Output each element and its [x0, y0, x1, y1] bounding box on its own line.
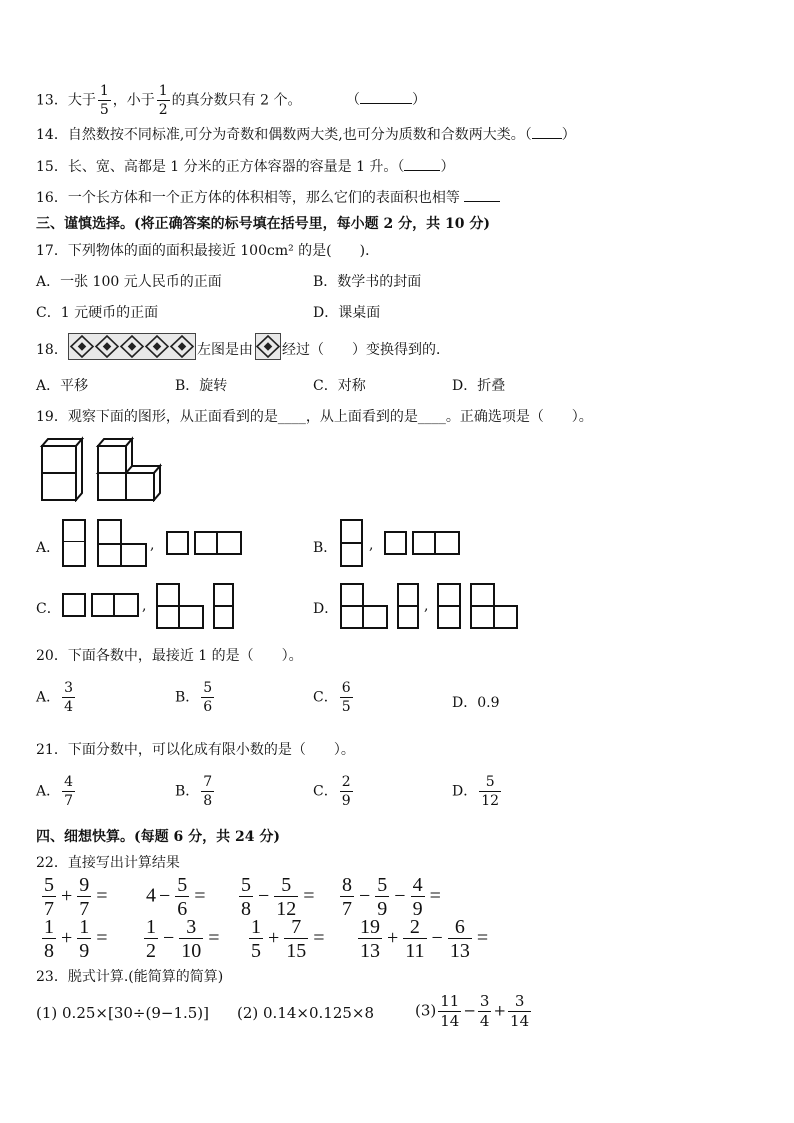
- q14-answer-blank[interactable]: [532, 138, 562, 139]
- q23-problem-1: (1) 0.25×[30÷(9−1.5)]: [36, 1004, 210, 1022]
- q19-option-a-front-views[interactable]: [62, 519, 155, 569]
- q20-option-a[interactable]: A． $\frac{3}{4}$: [36, 680, 74, 715]
- calc-expression-6: $\frac{1}{2}$ − $\frac{3}{10}$ =: [146, 916, 220, 962]
- calc-expression-1: $\frac{5}{7}$ + $\frac{9}{7}$ =: [44, 874, 108, 920]
- q16-answer-blank[interactable]: [464, 201, 500, 202]
- q19-option-b-label[interactable]: B．: [313, 540, 338, 556]
- diamond-unit-image: [255, 333, 281, 360]
- q21-option-b[interactable]: B． $\frac{7}{8}$: [175, 774, 213, 809]
- q19-option-a-top-views[interactable]: [166, 531, 242, 557]
- fraction: $\frac{6}{5}$: [341, 680, 351, 715]
- q20-option-c[interactable]: C． $\frac{6}{5}$: [313, 680, 351, 715]
- question-23-stem: 23．脱式计算.(能简算的简算): [36, 969, 224, 985]
- fraction: $\frac{3}{4}$: [64, 680, 74, 715]
- section-3-title: 三、谨慎选择。(将正确答案的标号填在括号里，每小题 2 分，共 10 分): [36, 216, 490, 232]
- q23-problem-3: (3) $\frac{11}{14}$ − $\frac{3}{4}$ + $\frac{3}{14}$: [415, 992, 530, 1030]
- calc-expression-5: $\frac{1}{8}$ + $\frac{1}{9}$ =: [44, 916, 108, 962]
- q18-option-a[interactable]: A．平移: [36, 378, 89, 394]
- comma: ,: [369, 537, 374, 553]
- question-22-stem: 22．直接写出计算结果: [36, 855, 180, 871]
- q19-option-b-top-views[interactable]: [384, 531, 460, 557]
- fraction: $\frac{1}{5}$: [99, 83, 109, 118]
- q17-option-a[interactable]: A．一张 100 元人民币的正面: [36, 274, 222, 290]
- q20-option-d[interactable]: D．0.9: [452, 695, 500, 711]
- section-4-title: 四、细想快算。(每题 6 分，共 24 分): [36, 829, 280, 845]
- q18-post-text: 经过（ ）变换得到的．: [282, 342, 450, 358]
- q21-option-d[interactable]: D． $\frac{5}{12}$: [452, 774, 500, 809]
- diamond-pattern-strip-image: [68, 333, 196, 360]
- q17-option-b[interactable]: B．数学书的封面: [313, 274, 422, 290]
- q18-option-c[interactable]: C．对称: [313, 378, 366, 394]
- comma: ,: [142, 598, 147, 614]
- question-20-stem: 20．下面各数中，最接近 1 的是（ ）。: [36, 648, 303, 664]
- q18-option-d[interactable]: D．折叠: [452, 378, 506, 394]
- comma: ,: [424, 598, 429, 614]
- q23-problem-2: (2) 0.14×0.125×8: [237, 1004, 375, 1022]
- cube-stack-figure: [38, 436, 163, 502]
- q18-mid-text: 左图是由: [197, 342, 253, 358]
- calc-expression-7: $\frac{1}{5}$ + $\frac{7}{15}$ =: [251, 916, 325, 962]
- fraction: $\frac{5}{12}$: [481, 774, 500, 809]
- question-21-stem: 21．下面分数中，可以化成有限小数的是（ ）。: [36, 742, 355, 758]
- fraction: $\frac{4}{7}$: [64, 774, 74, 809]
- q17-option-d[interactable]: D．课桌面: [313, 305, 381, 321]
- q20-option-b[interactable]: B． $\frac{5}{6}$: [175, 680, 213, 715]
- question-13: 13．大于 $\frac{1}{5}$ ，小于 $\frac{1}{2}$ 的真分数只有 2 个。: [36, 83, 302, 118]
- question-16: 16．一个长方体和一个正方体的体积相等，那么它们的表面积也相等: [36, 187, 500, 207]
- q18-number: 18．: [36, 342, 68, 358]
- q17-option-c[interactable]: C．1 元硬币的正面: [36, 305, 159, 321]
- question-14: 14．自然数按不同标准,可分为奇数和偶数两大类,也可分为质数和合数两大类。（ ）: [36, 127, 576, 143]
- calc-expression-2: 4 − $\frac{5}{6}$ =: [146, 874, 206, 920]
- fraction: $\frac{2}{9}$: [341, 774, 351, 809]
- q19-option-c-label[interactable]: C．: [36, 601, 61, 617]
- q19-option-c-front-views[interactable]: [62, 593, 142, 619]
- fraction: $\frac{5}{6}$: [203, 680, 213, 715]
- q19-option-d-front-views[interactable]: [340, 583, 422, 631]
- q19-option-c-top-views[interactable]: [156, 583, 236, 631]
- q19-option-d-top-views[interactable]: [437, 583, 521, 631]
- question-19-stem: 19．观察下面的图形，从正面看到的是____，从上面看到的是____。正确选项是（ ）。: [36, 409, 593, 425]
- q13-answer-blank[interactable]: （ ）: [346, 92, 426, 108]
- calc-expression-3: $\frac{5}{8}$ − $\frac{5}{12}$ =: [241, 874, 315, 920]
- calc-expression-4: $\frac{8}{7}$ − $\frac{5}{9}$ − $\frac{4}{9}$ =: [342, 874, 441, 920]
- q19-option-a-label[interactable]: A．: [36, 540, 61, 556]
- q19-option-d-label[interactable]: D．: [313, 601, 339, 617]
- fraction: $\frac{1}{2}$: [158, 83, 168, 118]
- q21-option-c[interactable]: C． $\frac{2}{9}$: [313, 774, 351, 809]
- question-15: 15．长、宽、高都是 1 分米的正方体容器的容量是 1 升。（ ）: [36, 159, 455, 175]
- q13-number: 13．: [36, 92, 68, 109]
- question-17-stem: 17．下列物体的面的面积最接近 100cm² 的是( )．: [36, 243, 380, 259]
- q15-answer-blank[interactable]: [404, 170, 440, 171]
- q19-option-b-front-view[interactable]: [340, 519, 364, 569]
- q18-option-b[interactable]: B．旋转: [175, 378, 228, 394]
- calc-expression-8: $\frac{19}{13}$ + $\frac{2}{11}$ − $\frac{6}{13}$ =: [360, 916, 489, 962]
- comma: ,: [150, 537, 155, 553]
- q21-option-a[interactable]: A． $\frac{4}{7}$: [36, 774, 74, 809]
- fraction: $\frac{7}{8}$: [203, 774, 213, 809]
